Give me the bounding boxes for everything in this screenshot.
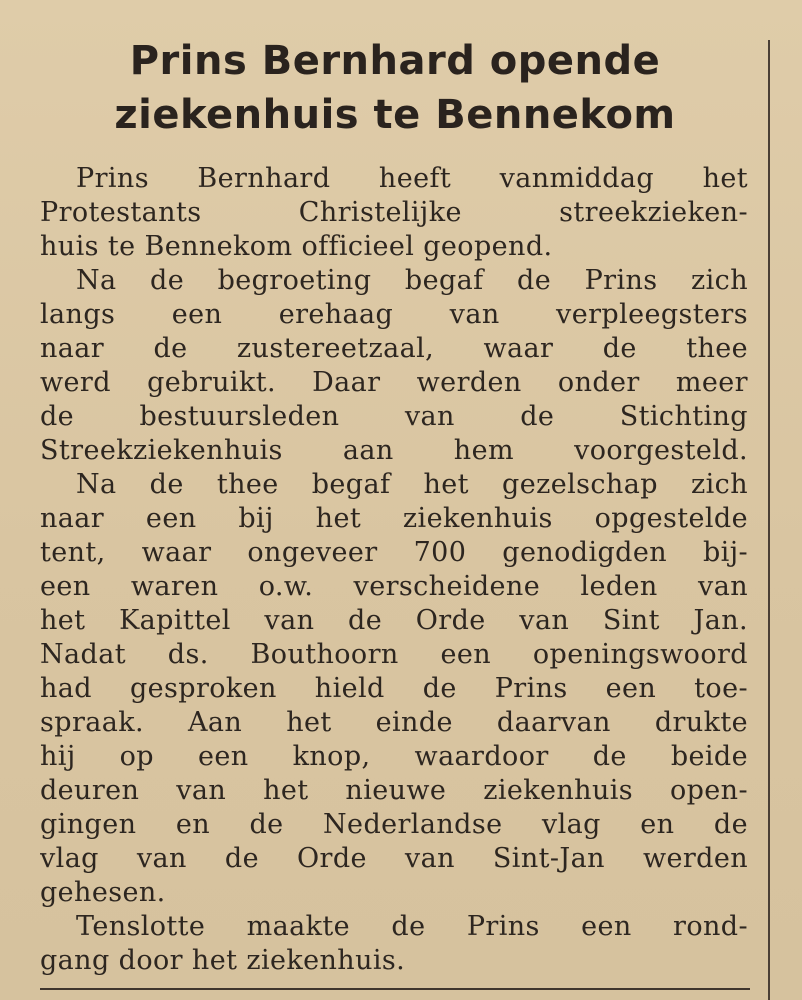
body-line: spraak. Aan het einde daarvan drukte bbox=[40, 707, 748, 738]
body-line: naar de zustereetzaal, waar de thee bbox=[40, 333, 748, 364]
body-line: hij op een knop, waardoor de beide bbox=[40, 741, 748, 772]
headline bbox=[40, 34, 750, 142]
body-line: vlag van de Orde van Sint-Jan werden bbox=[40, 843, 748, 874]
column-rule bbox=[768, 40, 770, 1000]
body-line: werd gebruikt. Daar werden onder meer bbox=[40, 367, 748, 398]
body-line: gang door het ziekenhuis. bbox=[40, 945, 406, 976]
article-body bbox=[40, 162, 748, 978]
body-line: de bestuursleden van de Stichting bbox=[40, 401, 748, 432]
body-line: gehesen. bbox=[40, 877, 166, 908]
bottom-rule bbox=[40, 988, 750, 990]
headline-line: ziekenhuis te Bennekom bbox=[114, 92, 676, 138]
body-line: Na de begroeting begaf de Prins zich bbox=[76, 265, 748, 296]
body-line: Tenslotte maakte de Prins een rond- bbox=[76, 911, 748, 942]
body-line: Nadat ds. Bouthoorn een openingswoord bbox=[40, 639, 748, 670]
body-line: had gesproken hield de Prins een toe- bbox=[40, 673, 748, 704]
body-line: langs een erehaag van verpleegsters bbox=[40, 299, 748, 330]
body-line: Protestants Christelijke streekzieken- bbox=[40, 197, 748, 228]
body-line: naar een bij het ziekenhuis opgestelde bbox=[40, 503, 748, 534]
headline-line: Prins Bernhard opende bbox=[129, 38, 661, 84]
body-line: gingen en de Nederlandse vlag en de bbox=[40, 809, 748, 840]
body-line: het Kapittel van de Orde van Sint Jan. bbox=[40, 605, 748, 636]
body-line: Na de thee begaf het gezelschap zich bbox=[76, 469, 748, 500]
body-line: een waren o.w. verscheidene leden van bbox=[40, 571, 748, 602]
body-line: deuren van het nieuwe ziekenhuis open- bbox=[40, 775, 748, 806]
body-line: Streekziekenhuis aan hem voorgesteld. bbox=[40, 435, 748, 466]
body-line: tent, waar ongeveer 700 genodigden bij- bbox=[40, 537, 748, 568]
body-line: huis te Bennekom officieel geopend. bbox=[40, 231, 553, 262]
body-line: Prins Bernhard heeft vanmiddag het bbox=[76, 163, 748, 194]
